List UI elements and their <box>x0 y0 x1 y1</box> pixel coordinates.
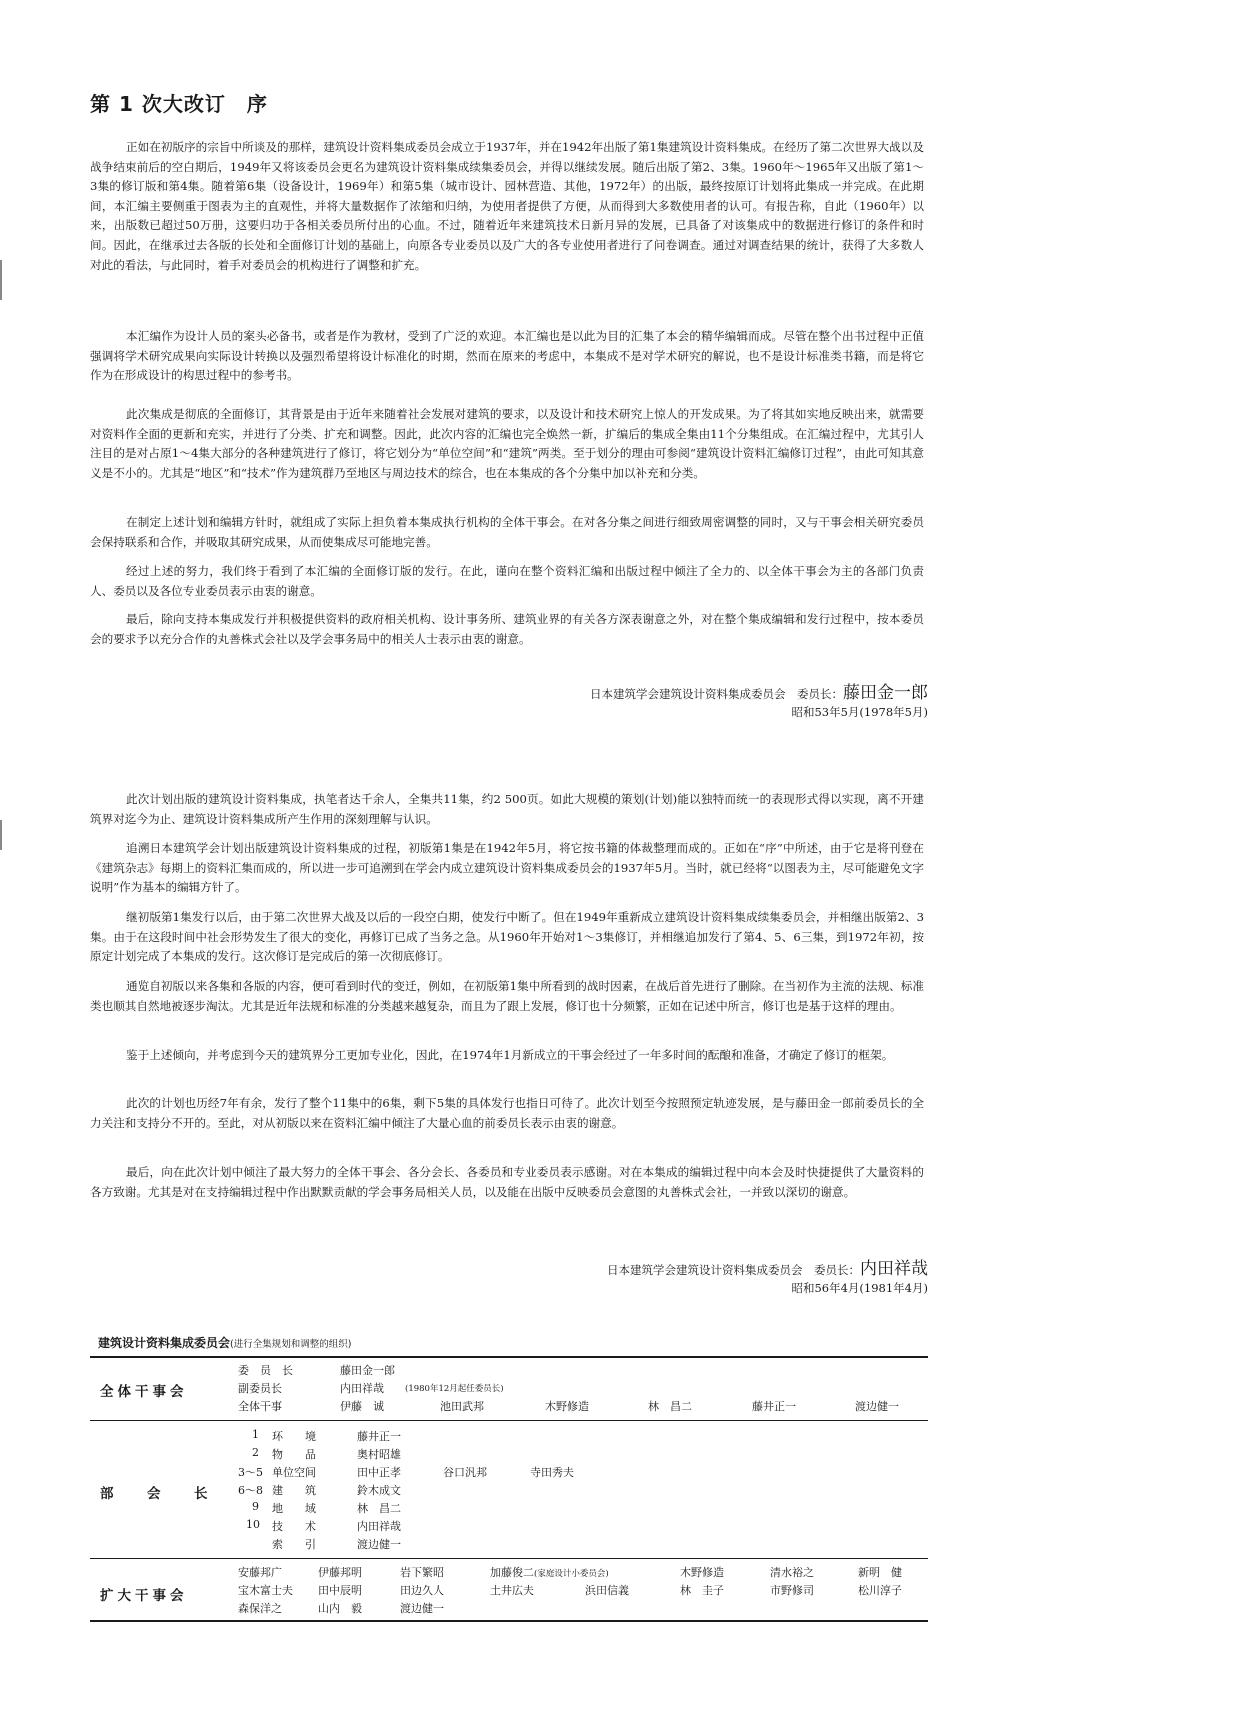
member-name: 岩下繁昭 <box>400 1566 444 1579</box>
signature-name: 内田祥哉 <box>860 1259 928 1279</box>
group-label-kakudai: 扩大干事会 <box>100 1588 188 1604</box>
member-note: (1980年12月起任委员长) <box>405 1384 504 1394</box>
bukai-name: 谷口汎邦 <box>443 1466 487 1479</box>
preface2-date: 昭和56年4月(1981年4月) <box>791 1281 928 1295</box>
preface2-signature <box>607 1254 928 1279</box>
member-name: 林 圭子 <box>680 1584 724 1597</box>
preface1-signature <box>590 678 928 703</box>
role-label: 委 员 长 <box>238 1364 293 1377</box>
bukai-name: 藤井正一 <box>357 1430 401 1443</box>
preface1-paragraph: 本汇编作为设计人员的案头必备书，或者是作为教材，受到了广泛的欢迎。本汇编也是以此为目的汇集了本会的精华编辑而成。尽管在整个出书过程中正值强调将学术研究成果向实际设计转换以及强烈希望将设计标准化的时期，然而在原来的考虑中，本集成不是对学术研究的解说，也不是设计标准类书籍，而是将它作为在形成设计的构思过程中的参考书。 <box>90 329 924 383</box>
member-name: 伊藤邦明 <box>318 1566 362 1579</box>
bukai-name: 寺田秀夫 <box>530 1466 574 1479</box>
table-bottom-rule <box>90 1620 928 1622</box>
scan-edge-mark <box>0 820 2 850</box>
member-name: 森保洋之 <box>238 1602 282 1615</box>
preface2-paragraph: 追溯日本建筑学会计划出版建筑设计资料集成的过程，初版第1集是在1942年5月，将它按书籍的体裁整理而成的。正如在“序”中所述，由于它是将刊登在《建筑杂志》每期上的资料汇集而成的，所以进一步可追溯到在学会内成立建筑设计资料集成委员会的1937年5月。当时，就已经将“以图表为主，尽可能避免文字说明”作为基本的编辑方针了。 <box>90 841 924 895</box>
bukai-area: 地 域 <box>272 1502 316 1515</box>
bukai-num: 10 <box>246 1518 260 1531</box>
member-name: 浜田信義 <box>585 1584 629 1597</box>
member-name: 内田祥哉 <box>340 1382 384 1395</box>
member-name: 木野修造 <box>680 1566 724 1579</box>
committee-title-text: 建筑设计资料集成委员会 <box>98 1336 231 1350</box>
member-name: 藤田金一郎 <box>340 1364 395 1377</box>
preface2-paragraph: 此次的计划也历经7年有余，发行了整个11集中的6集，剩下5集的具体发行也指日可待了。此次计划至今按照预定轨迹发展，是与藤田金一郎前委员长的全力关注和支持分不开的。至此，对从初版以来在资料汇编中倾注了大量心血的前委员长表示由衷的谢意。 <box>90 1096 924 1130</box>
preface2-paragraph: 此次计划出版的建筑设计资料集成，执笔者达千余人，全集共11集，约2 500页。如此大规模的策划(计划)能以独特而统一的表现形式得以实现，离不开建筑界对迄今为止、建筑设计资料集成所产生作用的深刻理解与认识。 <box>90 792 924 826</box>
member-name: 渡边健一 <box>400 1602 444 1615</box>
bukai-area: 环 境 <box>272 1430 316 1443</box>
preface1-date: 昭和53年5月(1978年5月) <box>791 705 928 719</box>
member-name: 宝木富士夫 <box>238 1584 293 1597</box>
bukai-name: 奥村昭雄 <box>357 1448 401 1461</box>
bukai-area: 建 筑 <box>272 1484 316 1497</box>
bukai-area: 单位空间 <box>272 1466 316 1479</box>
table-top-rule <box>90 1356 928 1358</box>
bukai-area: 技 术 <box>272 1520 316 1533</box>
member-name <box>490 1564 609 1580</box>
member-name: 藤井正一 <box>752 1400 796 1413</box>
table-rule <box>90 1420 928 1421</box>
preface2-paragraph: 最后，向在此次计划中倾注了最大努力的全体干事会、各分会长、各委员和专业委员表示感谢。对在本集成的编辑过程中向本会及时快捷提供了大量资料的各方致谢。尤其是对在支持编辑过程中作出默默贡献的学会事务局相关人员，以及能在出版中反映委员会意图的丸善株式会社，一并致以深切的谢意。 <box>90 1165 924 1199</box>
member-name: 渡边健一 <box>855 1400 899 1413</box>
group-label-bukai: 部 会 长 <box>100 1486 218 1502</box>
member-name-text: 加藤俊二 <box>490 1566 534 1579</box>
preface1-paragraph: 此次集成是彻底的全面修订，其背景是由于近年来随着社会发展对建筑的要求，以及设计和技术研究上惊人的开发成果。为了将其如实地反映出来，就需要对资料作全面的更新和充实，并进行了分类、扩充和调整。因此，此次内容的汇编也完全焕然一新，扩编后的集成全集由11个分集组成。在汇编过程中，尤其引人注目的是对占原1～4集大部分的各种建筑进行了修订，将它划分为“单位空间”和“建筑”两类。至于划分的理由可参阅“建筑设计资料汇编修订过程”，由此可知其意义是不小的。尤其是“地区”和“技术”作为建筑群乃至地区与周边技术的综合，也在本集成的各个分集中加以补充和分类。 <box>90 407 924 480</box>
page-title: 第 1 次大改订 序 <box>90 92 268 116</box>
bukai-num: 6～8 <box>238 1484 263 1497</box>
member-name: 清水裕之 <box>770 1566 814 1579</box>
member-name: 山内 毅 <box>318 1602 362 1615</box>
preface1-paragraph: 经过上述的努力，我们终于看到了本汇编的全面修订版的发行。在此，谨向在整个资料汇编和出版过程中倾注了全力的、以全体干事会为主的各部门负责人、委员以及各位专业委员表示由衷的谢意。 <box>90 564 924 598</box>
bukai-num: 9 <box>252 1500 259 1513</box>
role-label: 副委员长 <box>238 1382 282 1395</box>
bukai-area: 物 品 <box>272 1448 316 1461</box>
member-name: 新明 健 <box>858 1566 902 1579</box>
bukai-name: 内田祥哉 <box>357 1520 401 1533</box>
bukai-num: 3～5 <box>238 1466 263 1479</box>
member-name: 安藤邦广 <box>238 1566 282 1579</box>
bukai-name: 林 昌二 <box>357 1502 401 1515</box>
preface1-paragraph: 最后，除向支持本集成发行并积极提供资料的政府相关机构、设计事务所、建筑业界的有关各方深表谢意之外，对在整个集成编辑和发行过程中，按本委员会的要求予以充分合作的丸善株式会社以及学会事务局中的相关人士表示由衷的谢意。 <box>90 612 924 646</box>
member-name: 田中辰明 <box>318 1584 362 1597</box>
role-label: 全体干事 <box>238 1400 282 1413</box>
member-name: 木野修造 <box>545 1400 589 1413</box>
bukai-name: 鈴木成文 <box>357 1484 401 1497</box>
group-label-all: 全体干事会 <box>100 1384 188 1400</box>
bukai-num: 2 <box>252 1446 259 1459</box>
signature-org: 日本建筑学会建筑设计资料集成委员会 委员长： <box>590 687 843 701</box>
bukai-name: 田中正孝 <box>357 1466 401 1479</box>
preface2-paragraph: 鉴于上述倾向，并考虑到今天的建筑界分工更加专业化，因此，在1974年1月新成立的干事会经过了一年多时间的酝酿和准备，才确定了修订的框架。 <box>126 1048 894 1062</box>
signature-org: 日本建筑学会建筑设计资料集成委员会 委员长： <box>607 1263 860 1277</box>
preface1-paragraph: 正如在初版序的宗旨中所谈及的那样，建筑设计资料集成委员会成立于1937年，并在1942年出版了第1集建筑设计资料集成。在经历了第二次世界大战以及战争结束前后的空白期后，1949年又将该委员会更名为建筑设计资料集成续集委员会，并得以继续发展。随后出版了第2、3集。1960年～1965年又出版了第1～3集的修订版和第4集。随着第6集（设备设计，1969年）和第5集（城市设计、园林营造、其他，1972年）的出版，最终按原订计划将此集成一并完成。在此期间，本汇编主要侧重于图表为主的直观性，并将大量数据作了浓缩和归纳，为使用者提供了方便，从而得到大多数使用者的认可。有报告称，自此（1960年）以来，出版数已超过50万册，这要归功于各相关委员所付出的心血。不过，随着近年来建筑技术日新月异的发展，已具备了对该集成中的数据进行修订的条件和时间。因此，在继承过去各版的长处和全面修订计划的基础上，向原各专业委员以及广大的各专业使用者进行了问卷调查。通过对调查结果的统计，获得了大多数人对此的看法，与此同时，着手对委员会的机构进行了调整和扩充。 <box>90 140 924 272</box>
committee-title-note: (进行全集规划和调整的组织) <box>230 1339 352 1350</box>
scan-edge-mark <box>0 260 2 300</box>
member-name: 市野修司 <box>770 1584 814 1597</box>
signature-name: 藤田金一郎 <box>843 683 928 703</box>
bukai-area: 索 引 <box>272 1538 316 1551</box>
committee-title <box>98 1334 351 1351</box>
bukai-num: 1 <box>252 1428 259 1441</box>
table-rule <box>90 1558 928 1559</box>
preface1-paragraph: 在制定上述计划和编辑方针时，就组成了实际上担负着本集成执行机构的全体干事会。在对各分集之间进行细致周密调整的同时，又与干事会相关研究委员会保持联系和合作，并吸取其研究成果，从而使集成尽可能地完善。 <box>90 515 924 549</box>
member-name: 池田武邦 <box>440 1400 484 1413</box>
member-name: 林 昌二 <box>648 1400 692 1413</box>
preface2-paragraph: 通览自初版以来各集和各版的内容，便可看到时代的变迁，例如，在初版第1集中所看到的战时因素，在战后首先进行了删除。在当初作为主流的法规、标准类也顺其自然地被逐步淘汰。尤其是近年法规和标准的分类越来越复杂，而且为了跟上发展，修订也十分频繁，正如在记述中所言，修订也是基于这样的理由。 <box>90 979 924 1013</box>
member-name: 伊藤 诚 <box>340 1400 384 1413</box>
member-note: (家庭设计小委员会) <box>534 1569 609 1579</box>
member-name: 田边久人 <box>400 1584 444 1597</box>
preface2-paragraph: 继初版第1集发行以后，由于第二次世界大战及以后的一段空白期，使发行中断了。但在1949年重新成立建筑设计资料集成续集委员会，并相继出版第2、3集。由于在这段时间中社会形势发生了很大的变化，再修订已成了当务之急。从1960年开始对1～3集修订，并相继追加发行了第4、5、6三集，到1972年初，按原定计划完成了本集成的发行。这次修订是完成后的第一次彻底修订。 <box>90 910 924 964</box>
member-name: 土井広夫 <box>490 1584 534 1597</box>
member-name: 松川淳子 <box>858 1584 902 1597</box>
bukai-name: 渡边健一 <box>357 1538 401 1551</box>
